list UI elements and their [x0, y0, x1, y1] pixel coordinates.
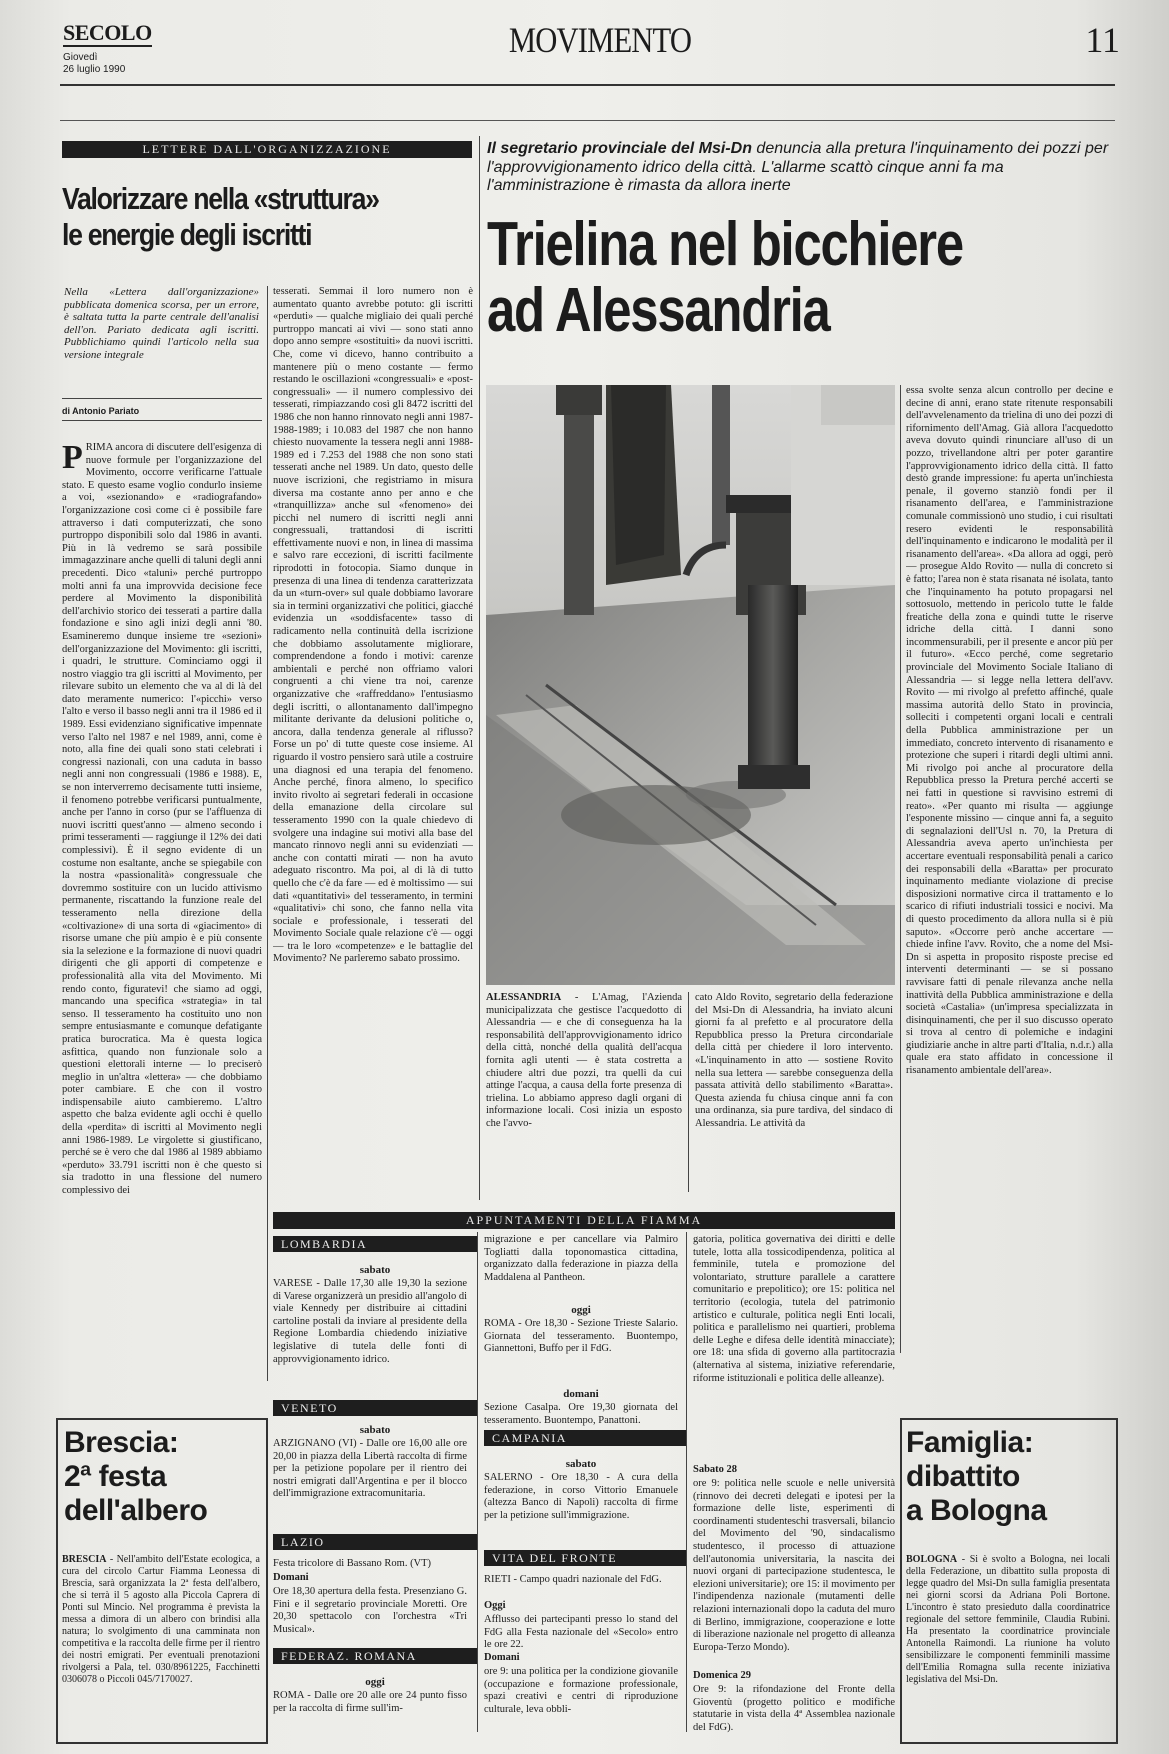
col2-top-text: migrazione e per cancellare via Palmiro Togliatti dalla toponomastica cittadina, organizzato dalla federazione in piazza della Maddalena al Pantheon. [484, 1234, 678, 1283]
col2-day2: domani [563, 1388, 599, 1400]
brescia-headline [64, 1426, 264, 1528]
masthead-date: 26 luglio 1990 [63, 64, 126, 75]
fountain-photo [486, 385, 895, 985]
lettere-dropcap: P [62, 442, 83, 476]
main-col-divider [479, 136, 480, 1200]
lazio-day: Domani [273, 1572, 309, 1583]
fountain-photo-svg [486, 385, 895, 985]
fronte-text2: Afflusso dei partecipanti presso lo stand del FdG alla Festa nazionale del «Secolo» entro le ore 22. [484, 1614, 678, 1651]
trielina-headline [487, 212, 1004, 344]
lettere-headline-line1: Valorizzare nella «struttura» [62, 181, 379, 216]
brescia-text: - Nell'ambito dell'Estate ecologica, a cura del circolo Cartur Fiamma Leonessa di Brescia, sarà organizzata la 2ª festa dell'albero, che si terrà il 5 agosto alla Piccola Caprera di Ponti sul Mincio. Nel programma è prevista la messa a dimora di un albero con brindisi alla natura; lo svolgimento di una camminata non competitiva e la raccolta delle firme per il rientro dei nostri emigrati. Per eventuali prenotazioni rivolgersi a Pala, tel. 030/8961225, Facchinetti 0306078 o Piccoli 045/7170027. [62, 1554, 260, 1685]
content-top-rule [60, 120, 1115, 121]
col2-text1: ROMA - Ore 18,30 - Sezione Trieste Salario. Giornata del tesseramento. Buontempo, Giannettoni, Buffo per il FdG. [484, 1318, 678, 1355]
trielina-headline-line2: ad Alessandria [487, 276, 830, 345]
brescia-text-block [62, 1554, 260, 1734]
trielina-kicker-bold: Il segretario provinciale del Msi-Dn [487, 140, 752, 157]
fronte-day1: Oggi [484, 1600, 506, 1611]
lettere-banner: LETTERE DALL'ORGANIZZAZIONE [62, 141, 472, 158]
campania-label: CAMPANIA [484, 1430, 686, 1446]
trielina-col1-text: - L'Amag, l'Azienda municipalizzata che gestisce l'acquedotto di Alessandria — e che di conseguenza ha la responsabilità dell'approvvigionamento idrico della città, nonché della qualità dell'acqua fornita agli utenti — è stata costretta a chiudere altri due pozzi, tra quelli da cui attinge l'acqua, a causa della forte presenza di trielina. Lo abbiamo appreso dagli organi di informazione locali. Così inizia un esposto che l'avvo- [486, 992, 682, 1129]
lettere-intro-rule [62, 398, 262, 399]
lettere-byline-rule [62, 420, 262, 421]
col3-day2: Domenica 29 [693, 1670, 752, 1681]
appuntamenti-divider-2 [686, 1232, 687, 1732]
lettere-col-divider [267, 286, 268, 1381]
masthead-rule [60, 84, 1115, 86]
lombardia-text: VARESE - Dalle 17,30 alle 19,30 la sezione di Varese organizzerà un presidio all'angolo di viale Kennedy per distribuire ai cittadini cartoline postali da inviare al presidente della Regione Lombardia chiedendo iniziative legislative di tutela delle fonti di approvvigionamento idrico. [273, 1278, 467, 1365]
campania-text: SALERNO - Ore 18,30 - A cura della federazione, in corso Vittorio Emanuele (altezza Banco di Napoli) raccolta di firme per la petizione sull'immigrazione. [484, 1472, 678, 1521]
romana-day: oggi [365, 1676, 385, 1688]
col2-day1: oggi [571, 1304, 591, 1316]
fronte-label: VITA DEL FRONTE [484, 1550, 686, 1566]
col2-text2: Sezione Casalpa. Ore 19,30 giornata del tesseramento. Buontempo, Panattoni. [484, 1402, 678, 1426]
masthead-day: Giovedì [63, 52, 98, 63]
lettere-headline [62, 181, 415, 253]
trielina-col-divider-1 [688, 992, 689, 1192]
romana-text: ROMA - Dalle ore 20 alle ore 24 punto fisso per la raccolta di firme sull'im- [273, 1690, 467, 1714]
famiglia-text: - Si è svolto a Bologna, nei locali della Federazione, un dibattito sulla proposta di legge quadro del Msi-Dn sulla famiglia presentata nei giorni scorsi da Adriana Poli Bortone. L'incontro è stato presieduto dalla coordinatrice regionale del settore femminile, Claudia Rubini. Ha presentato la coordinatrice provinciale Antonella Raimondi. La riunione ha voluto sensibilizzare le componenti femminili massime dell'Emilia Romagna sulla recente iniziativa legislativa del Msi-Dn. [906, 1554, 1110, 1685]
col3-day1: Sabato 28 [693, 1464, 738, 1475]
appuntamenti-divider-1 [477, 1232, 478, 1732]
famiglia-text-block [906, 1554, 1110, 1734]
campania-day: sabato [565, 1458, 597, 1470]
appuntamenti-banner: APPUNTAMENTI DELLA FIAMMA [273, 1212, 895, 1229]
section-title: MOVIMENTO [508, 20, 692, 60]
famiglia-headline-line1: Famiglia: [906, 1426, 1034, 1459]
col3-text3: Ore 9: la rifondazione del Fronte della Gioventù (progetto politico e modifiche statutarie in vista della 4ª Assemblea nazionale del FdG). [693, 1684, 895, 1733]
lombardia-label: LOMBARDIA [273, 1236, 477, 1252]
lazio-text1: Festa tricolore di Bassano Rom. (VT) [273, 1558, 432, 1569]
lombardia-day: sabato [359, 1264, 391, 1276]
page-number: 11 [1085, 20, 1120, 60]
brescia-headline-line2: 2ª festa [64, 1460, 167, 1493]
fronte-text3: ore 9: una politica per la condizione giovanile (occupazione e formazione professionale, spazi creativi e centri di riproduzione culturale, leva obbli- [484, 1666, 678, 1715]
lettere-headline-line2: le energie degli iscritti [62, 217, 312, 252]
masthead-logo: SECOLO [63, 20, 152, 45]
fronte-day2: Domani [484, 1652, 520, 1663]
famiglia-dateline: BOLOGNA [906, 1554, 958, 1565]
trielina-col1 [486, 992, 682, 1182]
brescia-dateline: BRESCIA [62, 1554, 107, 1565]
fronte-text1: RIETI - Campo quadri nazionale del FdG. [484, 1574, 662, 1585]
lettere-col2: tesserati. Semmai il loro numero non è aumentato quanto avrebbe potuto: gli iscritti «perduti» — qualche migliaio dei quali perché purtroppo mancati ai vivi — sono stati anno dopo anno sempre «sostituiti» da nuovi iscritti. Che, come vi dicevo, hanno contribuito a mantenere più o meno costante — fermo restando le oscillazioni «congressuali» e «post-congressuali» — il numero complessivo dei tesserati, rimpiazzando così gli 8472 iscritti del 1986 che non hanno rinnovato negli anni 1987-1988-1989; i 10.083 del 1987 che non hanno chiesto nuovamente la tessera negli anni 1988-1989 ed i 7.253 del 1988 che non sono stati tesserati anche nel 1989. Un dato, questo delle nuove iscrizioni, che registriamo in misura diversa ma costante anno per anno e che «tranquillizza» anche sul «fenomeno» dei picchi nel numero di iscritti negli anni congressuali, trattandosi di iscritti effettivamente nuovi e non, in linea di massima e salvo rare eccezioni, di iscritti facilmente riprodotti in fotocopia. Siamo dunque in presenza di una linea di tendenza caratterizzata da un «turn-over» sul quale dobbiamo lavorare sia in termini organizzativi che politici, giacché evidenzia un «soddisfacente» tasso di radicamento nella continuità della iscrizione che dobbiamo assolutamente migliorare, comprendendone a fondo i motivi: carenze ambientali e perché non offriamo valori congruenti a chi viene tra noi, carenze organizzative che «raffreddano» l'entusiasmo degli iscritti, o allontanamento dall'impegno militante derivante da delusioni politiche o, ancora, dalla tendenza generale al riflusso? Forse un po' di tutte queste cose insieme. Al riguardo il vostro pensiero sarà utile a costruire una diagnosi ed una terapia del fenomeno. Anche perché, finora almeno, lo specifico invito rivolto ai segretari federali in occasione della emanazione della circolare sul tesseramento 1990 con la quale chiedevo di svolgere una indagine sui motivi alla base del mancato rinnovo negli anni su evidenziati — anche con contatti mirati — non ha avuto adeguato riscontro. Ma poi, al di là di tutto quello che c'è da fare — ed è moltissimo — sui dati «quantitativi» del tesseramento, in termini «qualitativi» chi sono, che fanno nella vita sociale e professionale, i tesserati del Movimento Sociale quale relazione c'è — oggi — tra le loro «competenze» e le battaglie del Movimento? Ne parleremo sabato prossimo. [273, 286, 473, 965]
famiglia-headline [906, 1426, 1110, 1528]
brescia-headline-line1: Brescia: [64, 1426, 179, 1459]
famiglia-headline-line3: a Bologna [906, 1494, 1047, 1527]
trielina-kicker-rest: denuncia alla pretura l'inquinamento dei pozzi per l'approvvigionamento idrico della città. L'allarme scattò cinque anni fa ma l'amministrazione è rimasta da allora inerte [487, 140, 1109, 194]
col3-text2: ore 9: politica nelle scuole e nelle università (rinnovo dei decreti delegati e ipotesi per la formazione delle liste, esperimenti di coordinamenti studenteschi trasversali, bilancio del Movimento del '90, sindacalismo studentesco, il processo di attuazione dell'autonomia universitaria, la nascita dei nuovi organi di partecipazione studentesca, le elezioni universitarie); ore 15: il movimento per l'indipendenza nazionale (mutamenti delle relazioni internazionali dopo la caduta del muro di Berlino, immigrazione, cooperazione e lotte di liberazione nazionale nel progetto di alleanza Europa-Terzo Mondo). [693, 1478, 895, 1653]
veneto-label: VENETO [273, 1400, 477, 1416]
lettere-col1-text: RIMA ancora di discutere dell'esigenza di nuove formule per l'organizzazione del Movimento, occorre verificarne l'attuale stato. E questo esame voglio condurlo insieme a voi, «sezionando» e «radiografando» l'organizzazione così come ci è possibile fare attraverso i dati computerizzati, che sono purtroppo disponibili solo dal 1986 in avanti. Più in là vedremo se sarà possibile immagazzinare anche quelli di taluni degli anni precedenti. Dico «taluni» perché purtroppo molti anni fa una improvvida decisione fece perdere al Movimento la disponibilità dell'archivio storico dei tesserati a partire dalla fondazione e sino agli inizi degli anni '80. Esamineremo dunque insieme tre «sezioni» dell'organizzazione del Movimento: gli iscritti, i quadri, le strutture. Cominciamo oggi il nostro viaggio tra gli iscritti al Movimento, per rilevare subito un elemento che va al di là del dato meramente numerico: l'«picchi» verso l'alto e verso il basso negli anni tra il 1986 ed il 1989. Essi evidenziano significative impennate verso l'alto nel 1987 e nel 1989, anni, come è noto, alla fine dei quali sono stati celebrati i congressi nazionali, con una caduta in basso negli anni non congressuali (1986 e 1988). E, se non interverremo decisamente tutti insieme, il fenomeno potrebbe verificarsi puntualmente, anche per l'anno in corso (pur se l'affluenza di nuovi iscritti quest'anno — almeno secondo i primi tesseramenti — raggiunge il 12% dei dati complessivi). È il segno evidente di un costume non esaltante, anche se spiegabile con la nostra «passionalità» congressuale che dovremmo sostituire con un lucido attivismo permanente, riscattando la funzione reale del tesseramento nella direzione della «coltivazione» di una sorta di «giacimento» di risorse umane che più ampio è e più consente sia la selezione e la formazione di nuovi quadri dirigenti che gli apporti di competenze e professionalità alla vita del Movimento. Mi rendo conto, figuratevi! che siamo ad oggi, mancando una specifica «strategia» in tal senso. Il tesseramento ha costituito uno non sempre entusiasmante e comunque defatigante pratica burocratica. Ma è questa logica asfittica, quando non funzionale solo a questioni elettorali interne — lo preciserò meglio in un'altra «lettera» — che dobbiamo poter cambiare. E che con il vostro indispensabile aiuto cambieremo. L'altro aspetto che balza evidente agli occhi è quello della «perdita» di iscritti al Movimento negli anni 1986-1989. Le virgolette si giustificano, perché se è vero che dal 1986 al 1989 abbiamo «perduto» 33.791 iscritti non è che questo si sia tradotto in una flessione del numero complessivo dei [62, 442, 262, 1197]
famiglia-headline-line2: dibattito [906, 1460, 1020, 1493]
veneto-day: sabato [359, 1424, 391, 1436]
romana-label: FEDERAZ. ROMANA [273, 1648, 477, 1664]
trielina-col-divider-2 [900, 385, 901, 1353]
lazio-label: LAZIO [273, 1534, 477, 1550]
lettere-col1 [62, 442, 262, 1379]
trielina-col2: cato Aldo Rovito, segretario della federazione del Msi-Dn di Alessandria, ha inviato alcuni giorni fa al prefetto e al procuratore della Repubblica presso la Pretura circondariale della città per chiedere il loro intervento. «L'inquinamento in atto — sostiene Rovito nella sua lettera — sarebbe conseguenza della passata attività dello stabilimento «Baratta». Questa azienda fu chiusa cinque anni fa con una ordinanza, sia pure tardiva, del sindaco di Alessandria. Le attività da [695, 992, 893, 1129]
col3-text1: gatoria, politica governativa dei diritti e delle tutele, lotta alla tossicodipendenza, politica al femminile, tutela e promozione del volontariato, strutture parallele a carattere comunitario e prepolitico); ore 15: politica nel territorio (ecologia, tutela del patrimonio artistico e culturale, politica negli Enti locali, politica e parallelismo nei quartieri, problema delle Leghe e difesa delle identità minacciate); ore 18: una sfida di governo alla partitocrazia (alternativa al sistema, iniziative referendarie, riforme istituzionali e politica delle alleanze). [693, 1234, 895, 1384]
trielina-kicker [487, 140, 1119, 196]
lazio-text2: Ore 18,30 apertura della festa. Presenziano G. Fini e il segretario provinciale Moretti. Ore 20,30 spettacolo con l'orchestra «Tri Musical». [273, 1586, 467, 1635]
trielina-dateline: ALESSANDRIA [486, 992, 562, 1003]
veneto-text: ARZIGNANO (VI) - Dalle ore 16,00 alle ore 20,00 in piazza della Libertà raccolta di firme per la petizione popolare per il rientro dei nostri emigrati dall'Argentina e per il blocco dell'immigrazione extracomunitaria. [273, 1438, 467, 1500]
brescia-headline-line3: dell'albero [64, 1494, 208, 1527]
trielina-headline-line1: Trielina nel bicchiere [487, 210, 963, 279]
lettere-byline: di Antonio Pariato [62, 406, 140, 416]
lettere-intro: Nella «Lettera dall'organizzazione» pubblicata domenica scorsa, per un errore, è saltata tutta la parte centrale dell'analisi dell'on. Pariato dedicata agli iscritti. Pubblichiamo quindi l'articolo nella sua versione integrale [64, 286, 259, 361]
trielina-col3: essa svolte senza alcun controllo per decine e decine di anni, erano state ritenute responsabili dell'avvelenamento da trielina di uno dei pozzi di rifornimento dell'Amag. Già allora l'acquedotto aveva dovuto quindi rinunciare all'uso di un pozzo, trivellandone altri per poter garantire l'approvvigionamento idrico della città. Il fatto destò grande impressione: fu aperta un'inchiesta penale, il governo stanziò fondi per il risanamento dell'area, e l'amministrazione comunale commissionò uno studio, i cui risultati resero evidenti le responsabilità dell'inquinamento e indicarono le modalità per il risanamento dell'area». «Da allora ad oggi, però — prosegue Aldo Rovito — nulla di concreto si è fatto; l'area non è stata risanata né isolata, tanto che l'inquinamento ha potuto propagarsi nel sottosuolo, mettendo in pericolo tutte le falde freatiche della zona e quindi tutte le riserve idriche della città. I danni sono incommensurabili, per il presente e ancor più per il futuro». «Ecco perché, come segretario provinciale del Movimento Sociale Italiano di Alessandria — si legge nella lettera dell'avv. Rovito — mi rivolgo al prefetto affinché, quale massima autorità dello Stato in provincia, solleciti i competenti organi locali e centrali della Pubblica amministrazione per un immediato, concreto intervento di risanamento e protezione che superi i ritardi degli ultimi anni. Mi rivolgo poi anche al procuratore della Repubblica presso la Pretura perché accerti se nei fatti in questione si ravvisino estremi di reato». «Per quanto mi risulta — aggiunge l'esponente missino — cinque anni fa, a seguito di segnalazioni dell'Usl n. 70, la Pretura di Alessandria aveva aperto un'inchiesta per accertare eventuali responsabilità penali a carico dei responsabili della «Baratta» per procurato inquinamento mediante violazione di precise disposizioni normative circa il trattamento e lo scarico di rifiuti industriali tossici e nocivi. Ma di questo procedimento da allora nulla si è più saputo». «Occorre però anche accertare — chiede infine l'avv. Rovito, che a nome del Msi-Dn si aspetta in proposito risposte precise ed interventi determinanti — se si possano ravvisare fatti di penale rilevanza anche nella inattività della Pubblica amministrazione e della società «Castalia» (un'impresa specializzata in disinquinamenti, che per il suo discusso operato si trova al centro di polemiche e indagini giudiziarie anche in altre parti d'Italia, n.d.r.) alla quale era stato affidato in concessione il risanamento ambientale dell'area». [906, 385, 1113, 1077]
